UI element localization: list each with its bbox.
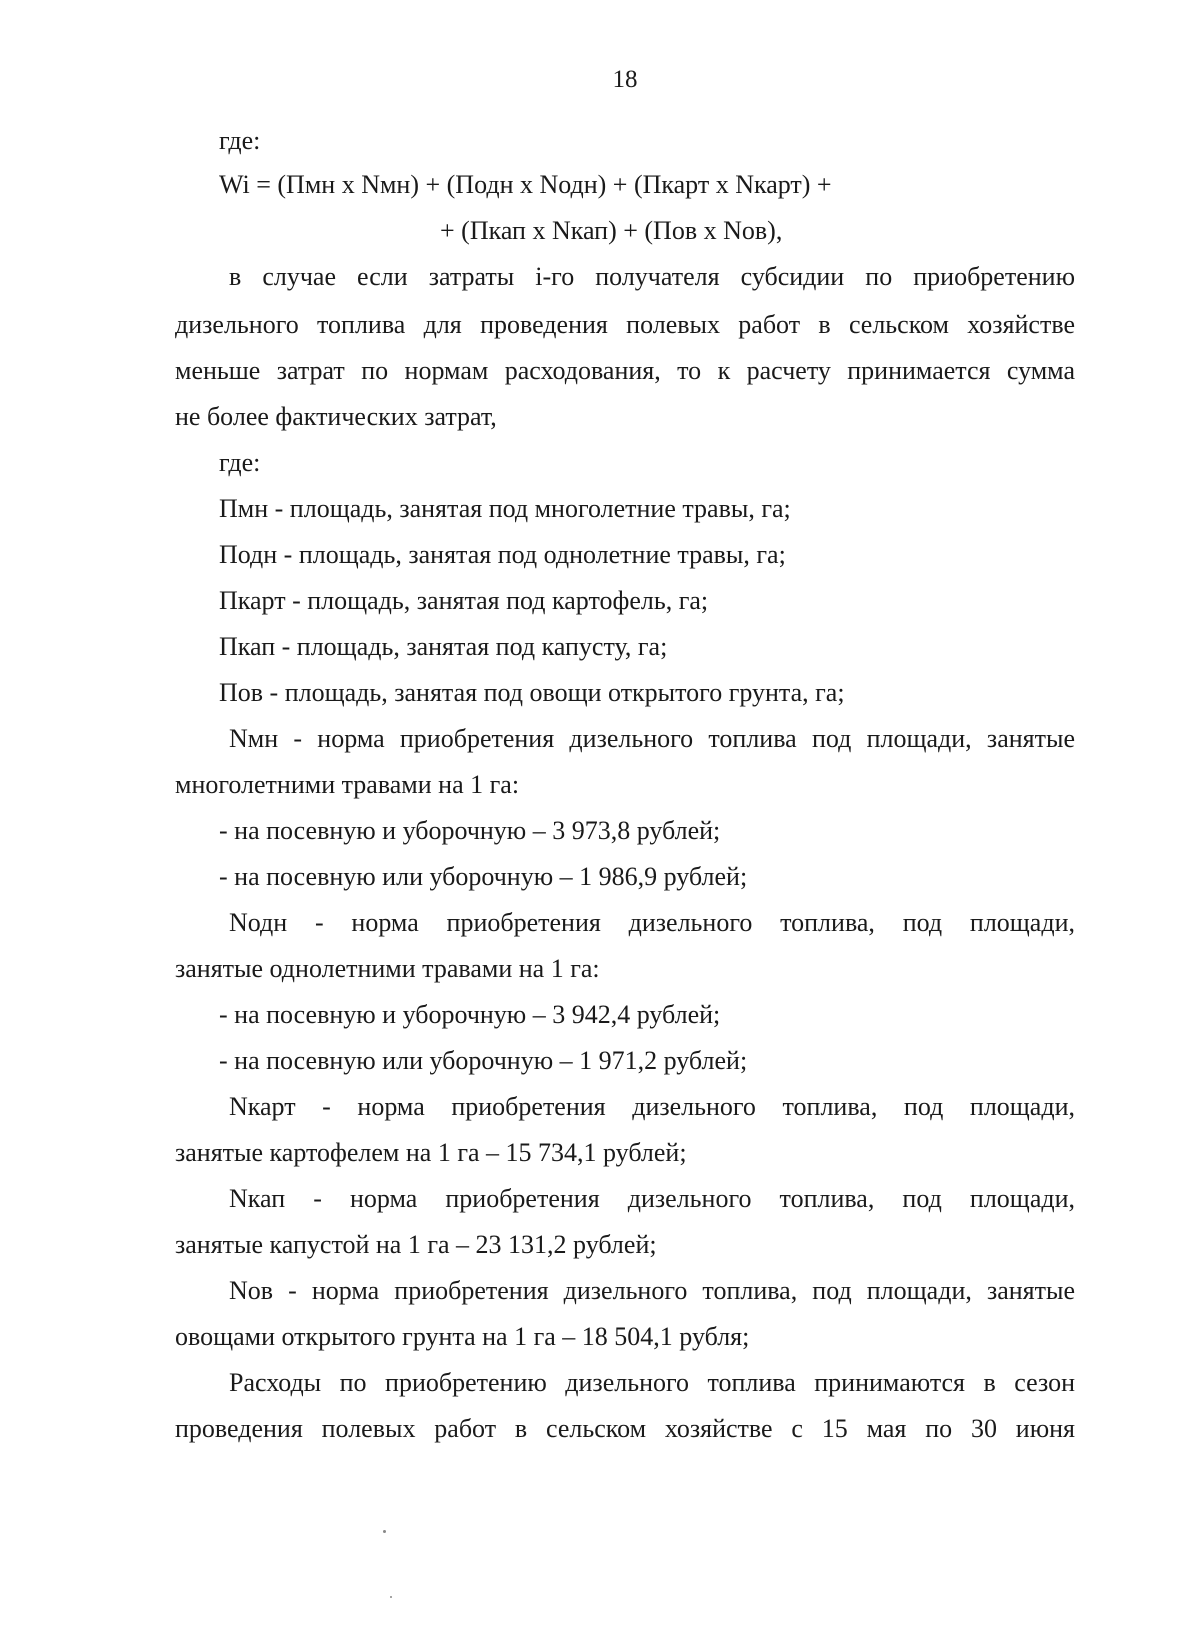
paragraph-line: многолетними травами на 1 га: <box>175 770 520 799</box>
paragraph-line: Nодн - норма приобретения дизельного топлива, под площади, <box>229 908 1075 937</box>
paragraph-line: Nов - норма приобретения дизельного топлива, под площади, занятые <box>229 1276 1075 1305</box>
paragraph-line: овощами открытого грунта на 1 га – 18 504,1 рубля; <box>175 1322 750 1351</box>
paragraph-line: занятые картофелем на 1 га – 15 734,1 рублей; <box>175 1138 687 1167</box>
definition-line: Подн - площадь, занятая под однолетние травы, га; <box>219 540 786 569</box>
paragraph-line: Расходы по приобретению дизельного топлива принимаются в сезон <box>229 1368 1075 1397</box>
list-item: - на посевную или уборочную – 1 986,9 рублей; <box>219 862 748 891</box>
scan-speck <box>383 1530 386 1533</box>
paragraph-line: занятые капустой на 1 га – 23 131,2 рублей; <box>175 1230 657 1259</box>
paragraph-line: Nмн - норма приобретения дизельного топлива под площади, занятые <box>229 724 1075 753</box>
paragraph-line: Nкарт - норма приобретения дизельного топлива, под площади, <box>229 1092 1075 1121</box>
paragraph-line: дизельного топлива для проведения полевых работ в сельском хозяйстве <box>175 310 1075 339</box>
definition-line: Пов - площадь, занятая под овощи открытого грунта, га; <box>219 678 845 707</box>
list-item: - на посевную и уборочную – 3 942,4 рублей; <box>219 1000 721 1029</box>
definition-line: Пмн - площадь, занятая под многолетние травы, га; <box>219 494 791 523</box>
paragraph-line: занятые однолетними травами на 1 га: <box>175 954 600 983</box>
text-line-where-2: где: <box>219 448 261 477</box>
list-item: - на посевную или уборочную – 1 971,2 рублей; <box>219 1046 748 1075</box>
paragraph-line: в случае если затраты i-го получателя субсидии по приобретению <box>229 262 1075 291</box>
list-item: - на посевную и уборочную – 3 973,8 рублей; <box>219 816 721 845</box>
scan-speck <box>390 1596 392 1598</box>
paragraph-line: меньше затрат по нормам расходования, то к расчету принимается сумма <box>175 356 1075 385</box>
paragraph-line: Nкап - норма приобретения дизельного топлива, под площади, <box>229 1184 1075 1213</box>
definition-line: Пкап - площадь, занятая под капусту, га; <box>219 632 668 661</box>
formula-line-1: Wi = (Пмн х Nмн) + (Подн х Nодн) + (Пкарт х Nкарт) + <box>219 170 832 199</box>
paragraph-line: проведения полевых работ в сельском хозяйстве с 15 мая по 30 июня <box>175 1414 1075 1443</box>
page-number: 18 <box>612 66 638 93</box>
definition-line: Пкарт - площадь, занятая под картофель, га; <box>219 586 709 615</box>
paragraph-line: не более фактических затрат, <box>175 402 497 431</box>
formula-line-2: + (Пкап х Nкап) + (Пов х Nов), <box>440 216 783 245</box>
text-line-where-1: где: <box>219 126 261 155</box>
